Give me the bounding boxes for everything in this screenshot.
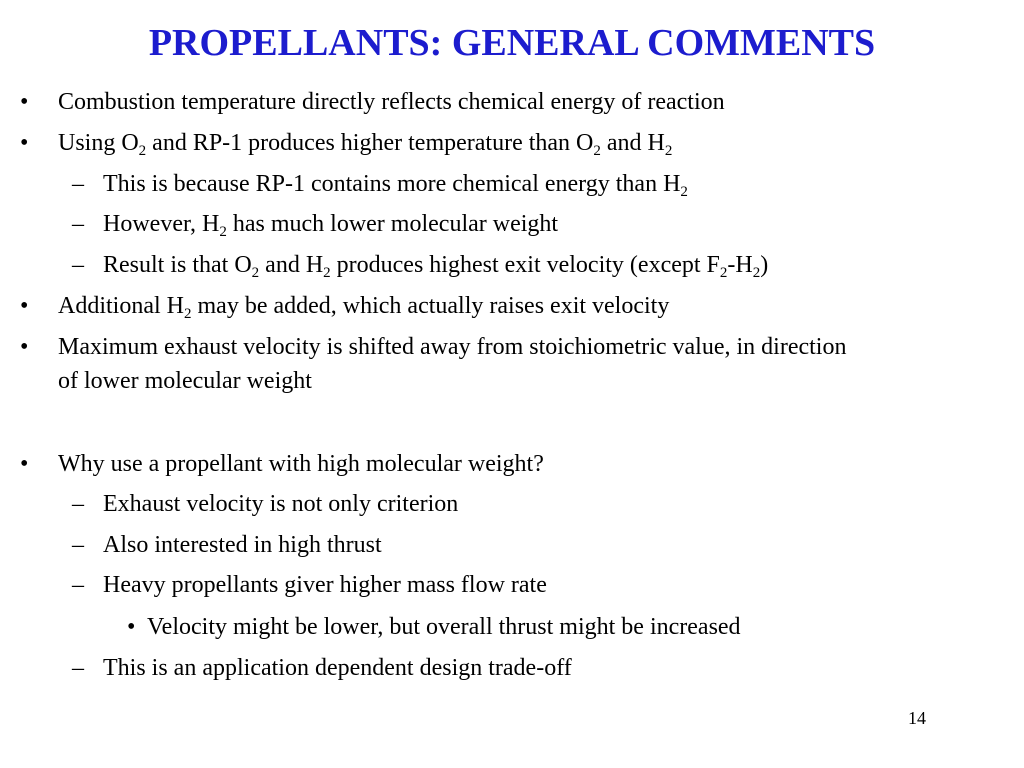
bullet-text: Maximum exhaust velocity is shifted away from stoichiometric value, in direction (58, 334, 847, 360)
dash-marker: – (72, 572, 84, 598)
dash-marker: – (72, 655, 84, 681)
bullet-text: Combustion temperature directly reflects chemical energy of reaction (58, 89, 725, 115)
dash-marker: – (72, 211, 84, 237)
bullet-marker: • (20, 334, 29, 360)
bullet-marker: • (20, 293, 29, 319)
bullet-marker: • (20, 451, 29, 477)
page-number: 14 (908, 708, 926, 728)
bullet-text-continuation: of lower molecular weight (58, 368, 312, 394)
dash-marker: – (72, 532, 84, 558)
sub-bullet-text: This is because RP-1 contains more chemical energy than $H_2$ (103, 171, 688, 200)
bullet-text: Why use a propellant with high molecular weight? (58, 451, 544, 477)
sub-bullet-text: Exhaust velocity is not only criterion (103, 491, 459, 517)
dash-marker: – (72, 171, 84, 197)
bullet-marker: • (20, 130, 29, 156)
sub-bullet-text: Result is that $O_2$ and $H_2$ produces highest exit velocity (except $F_2-H_2$) (103, 252, 769, 281)
dash-marker: – (72, 491, 84, 517)
sub-bullet-text: Also interested in high thrust (103, 532, 382, 558)
dash-marker: – (72, 252, 84, 278)
bullet-text: Using $O_2$ and RP-1 produces higher temperature than $O_2$ and $H_2$ (58, 130, 673, 159)
slide-title: PROPELLANTS: GENERAL COMMENTS (148, 22, 876, 64)
sub-sub-bullet-text: Velocity might be lower, but overall thrust might be increased (147, 614, 741, 640)
sub-sub-bullet-marker: • (127, 614, 136, 640)
bullet-text: Additional $H_2$ may be added, which actually raises exit velocity (58, 293, 670, 322)
sub-bullet-text: Heavy propellants giver higher mass flow rate (103, 572, 547, 598)
sub-bullet-text: However, $H_2$ has much lower molecular weight (103, 211, 559, 240)
sub-bullet-text: This is an application dependent design trade-off (103, 655, 572, 681)
bullet-marker: • (20, 89, 29, 115)
